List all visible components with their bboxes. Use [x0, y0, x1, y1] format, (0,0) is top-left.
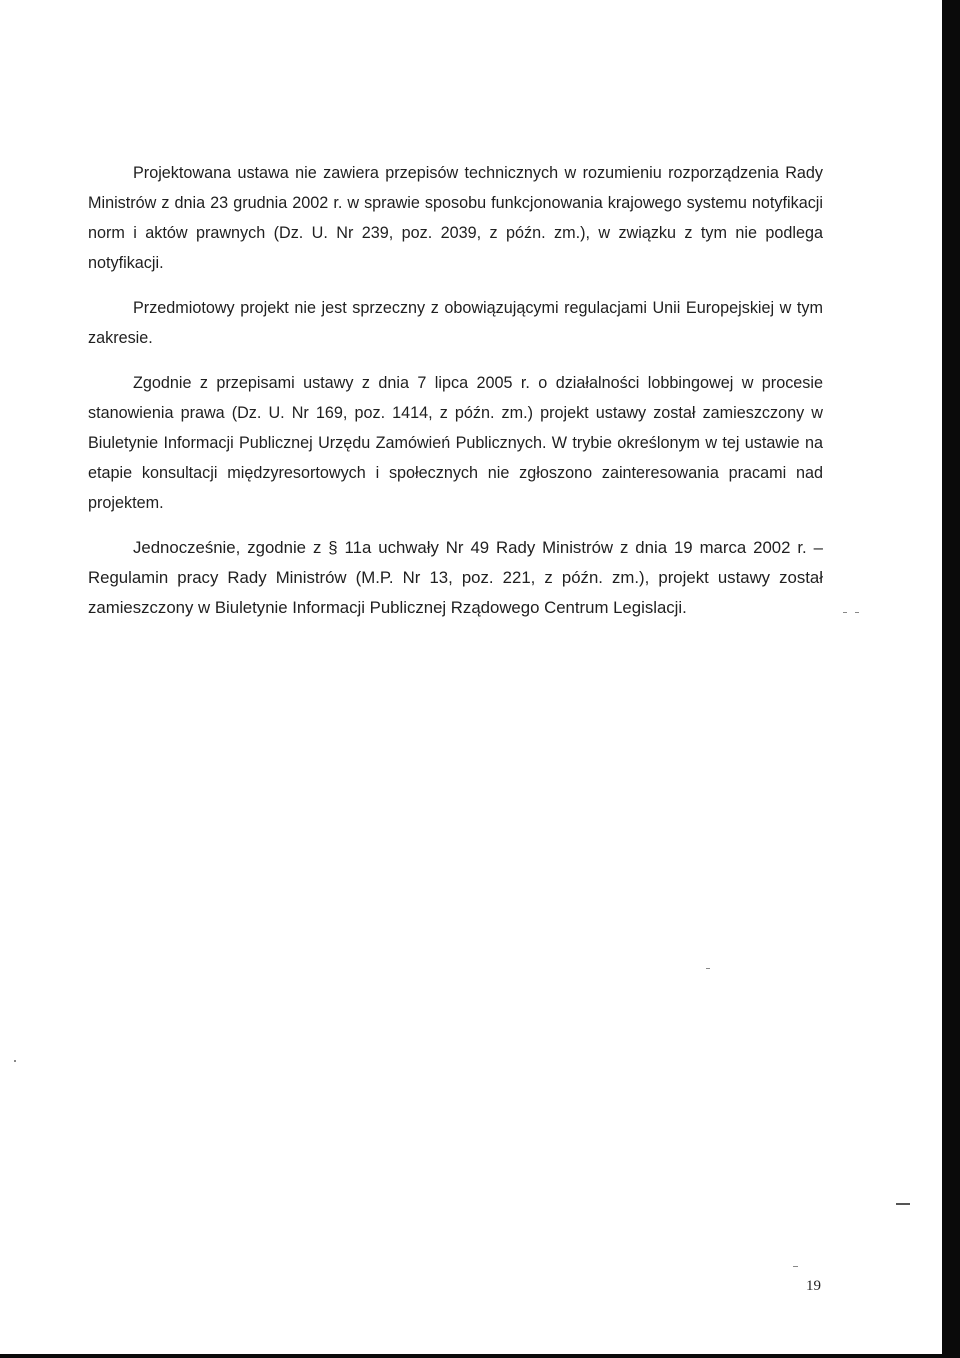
scan-border-bottom — [0, 1354, 960, 1358]
scan-speck — [855, 612, 859, 613]
scan-speck — [793, 1266, 798, 1267]
document-body — [88, 158, 823, 638]
paragraph-notification: Projektowana ustawa nie zawiera przepisów technicznych w rozumieniu rozporządzenia Rady Ministrów z dnia 23 grudnia 2002 r. w sprawie sposobu funkcjonowania krajowego systemu notyfikacji norm i aktów prawnych (Dz. U. Nr 239, poz. 2039, z późn. zm.), w związku z tym nie podlega notyfikacji. — [88, 164, 823, 272]
scan-speck — [706, 968, 710, 969]
page-number: 19 — [806, 1278, 821, 1294]
scan-speck — [14, 1060, 16, 1062]
paragraph-eu-compliance: Przedmiotowy projekt nie jest sprzeczny z obowiązującymi regulacjami Unii Europejskiej w tym zakresie. — [88, 299, 823, 347]
scan-border-right — [942, 0, 960, 1358]
scan-speck — [843, 612, 847, 613]
paragraph-lobbying: Zgodnie z przepisami ustawy z dnia 7 lipca 2005 r. o działalności lobbingowej w procesie stanowienia prawa (Dz. U. Nr 169, poz. 1414, z późn. zm.) projekt ustawy został zamieszczony w Biuletynie Informacji Publicznej Urzędu Zamówień Publicznych. W trybie określonym w tej ustawie na etapie konsultacji międzyresortowych i społecznych nie zgłoszono zainteresowania pracami nad projektem. — [88, 374, 823, 512]
paragraph-publication: Jednocześnie, zgodnie z § 11a uchwały Nr 49 Rady Ministrów z dnia 19 marca 2002 r. – Regulamin pracy Rady Ministrów (M.P. Nr 13, poz. 221, z późn. zm.), projekt ustawy został zamieszczony w Biuletynie Informacji Publicznej Rządowego Centrum Legislacji. — [88, 538, 823, 617]
scan-speck — [896, 1203, 910, 1205]
